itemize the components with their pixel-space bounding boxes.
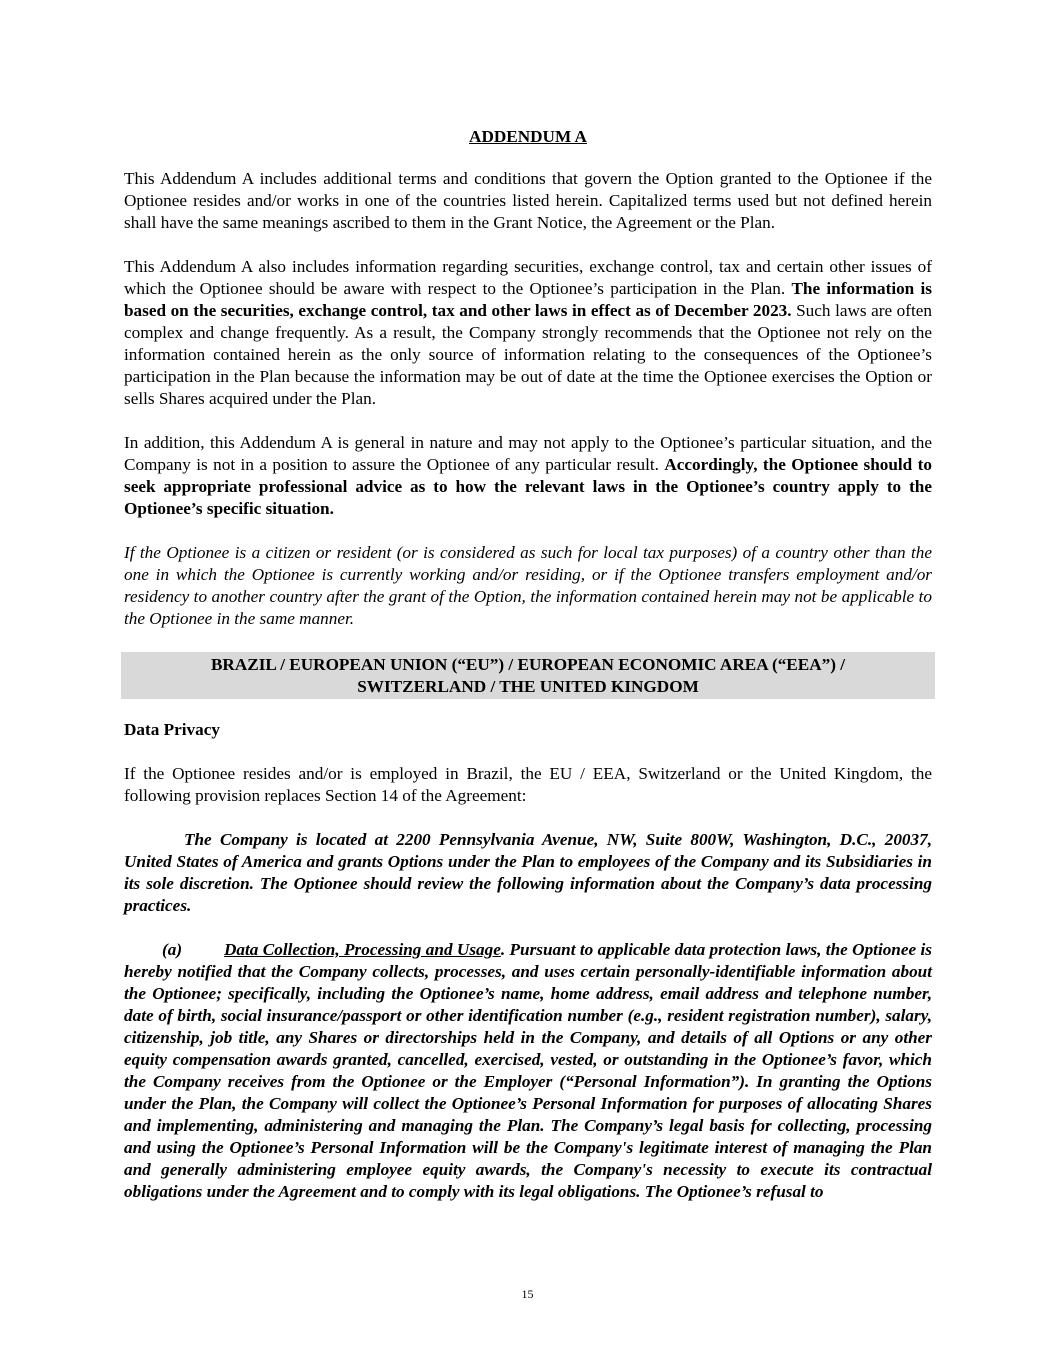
addendum-title: ADDENDUM A — [469, 127, 587, 146]
intro-paragraph-1: This Addendum A includes additional terms and conditions that govern the Option granted to the Optionee if the Optionee resides and/or works in one of the countries listed herein. Capitalized terms used but not defined herein shall have the same meanings ascribed to them in the Grant Notice, the Agreement or the Plan. — [124, 169, 932, 232]
intro-paragraph-3 — [124, 432, 932, 520]
intro-paragraph-2-bold: The information is based on the securities, exchange control, tax and other laws in effect as of December 2023. — [124, 279, 932, 320]
item-a-title: Data Collection, Processing and Usage — [224, 940, 501, 959]
item-a-paragraph — [124, 939, 932, 1203]
country-banner-line-1: BRAZIL / EUROPEAN UNION (“EU”) / EUROPEAN ECONOMIC AREA (“EEA”) / — [210, 655, 846, 674]
intro-paragraph-2 — [124, 256, 932, 410]
intro-paragraph-3-bold: Accordingly, the Optionee should to seek appropriate professional advice as to how the relevant laws in the Optionee’s country apply to the Optionee’s specific situation. — [124, 455, 932, 518]
intro-paragraph-2-text: This Addendum A also includes information regarding securities, exchange control, tax and certain other issues of which the Optionee should be aware with respect to the Optionee’s participation in the Plan. — [124, 257, 932, 298]
section-heading: Data Privacy — [124, 720, 220, 739]
intro-paragraph-2-rest: Such laws are often complex and change frequently. As a result, the Company strongly recommends that the Optionee not rely on the information contained herein as the only source of information relating to the consequences of the Optionee’s participation in the Plan because the information may be out of date at the time the Optionee exercises the Option or sells Shares acquired under the Plan. — [124, 301, 932, 408]
intro-paragraph-3-text: In addition, this Addendum A is general in nature and may not apply to the Optionee’s particular situation, and the Company is not in a position to assure the Optionee of any particular result. — [124, 433, 932, 474]
country-banner-line-2: SWITZERLAND / THE UNITED KINGDOM — [357, 677, 699, 696]
item-a-text: . Pursuant to applicable data protection laws, the Optionee is hereby notified that the Company collects, processes, and uses certain personally-identifiable information about the Optionee; specifically, including the Optionee’s name, home address, email address and telephone number, date of birth, social insurance/passport or other identification number (e.g., resident registration number), salary, citizenship, job title, any Shares or directorships held in the Company, and details of all Options or any other equity compensation awards granted, cancelled, exercised, vested, or outstanding in the Optionee’s favor, which the Company receives from the Optionee or the Employer (“Personal Information”). In granting the Options under the Plan, the Company will collect the Optionee’s Personal Information for purposes of allocating Shares and implementing, administering and managing the Plan. The Company’s legal basis for collecting, processing and using the Optionee’s Personal Information will be the Company's legitimate interest of managing the Plan and generally administering employee equity awards, the Company's necessity to execute its contractual obligations under the Agreement and to comply with its legal obligations. The Optionee’s refusal to — [124, 940, 932, 1201]
section-paragraph-2: The Company is located at 2200 Pennsylvania Avenue, NW, Suite 800W, Washington, D.C., 20037, United States of America and grants Options under the Plan to employees of the Company and its Subsidiaries in its sole discretion. The Optionee should review the following information about the Company’s data processing practices. — [124, 830, 932, 915]
document-page — [124, 126, 932, 1225]
country-banner — [121, 652, 935, 699]
page-number: 15 — [521, 1287, 534, 1301]
item-a-label: (a) — [162, 940, 183, 959]
intro-paragraph-4: If the Optionee is a citizen or resident (or is considered as such for local tax purposes) of a country other than the one in which the Optionee is currently working and/or residing, or if the Optionee transfers employment and/or residency to another country after the grant of the Option, the information contained herein may not be applicable to the Optionee in the same manner. — [124, 543, 932, 628]
section-paragraph-1: If the Optionee resides and/or is employed in Brazil, the EU / EEA, Switzerland or the United Kingdom, the following provision replaces Section 14 of the Agreement: — [124, 764, 932, 805]
